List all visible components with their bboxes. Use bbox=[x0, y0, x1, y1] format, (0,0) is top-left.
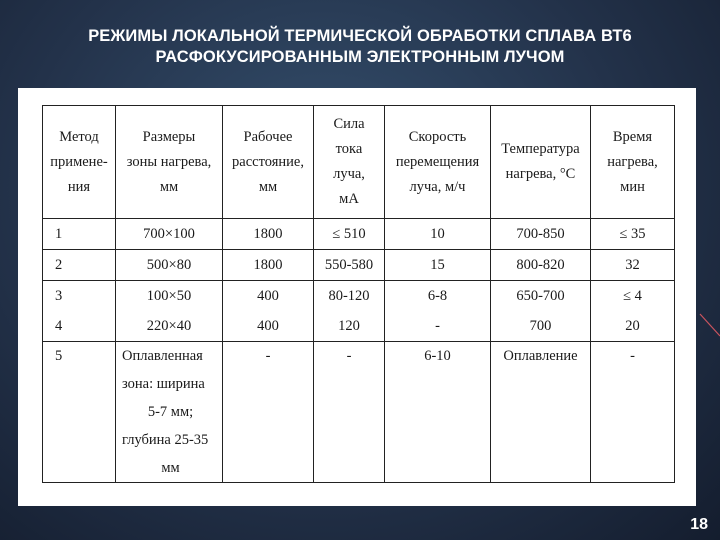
header-text: Размеры bbox=[142, 128, 196, 145]
cell-distance bbox=[223, 281, 314, 342]
cell-value: 4 bbox=[55, 318, 63, 334]
table-row bbox=[43, 250, 675, 281]
cell-temperature: 800-820 bbox=[491, 250, 591, 281]
cell-value: 650-700 bbox=[516, 288, 565, 304]
cell-method: 2 bbox=[43, 250, 116, 281]
cell-value: 3 bbox=[55, 288, 63, 304]
slide-title-line-2: РАСФОКУСИРОВАННЫМ ЭЛЕКТРОННЫМ ЛУЧОМ bbox=[155, 48, 565, 66]
cell-value: Оплавленная bbox=[122, 348, 203, 364]
header-text: мм bbox=[159, 178, 179, 195]
cell-current bbox=[314, 281, 385, 342]
table-panel bbox=[18, 88, 696, 506]
cell-value: ≤ 4 bbox=[623, 288, 642, 304]
cell-value: мм bbox=[161, 460, 180, 476]
cell-distance: 1800 bbox=[223, 250, 314, 281]
cell-value: 400 bbox=[257, 318, 279, 334]
cell-time: 32 bbox=[591, 250, 675, 281]
header-beam-current bbox=[314, 106, 385, 219]
table-row bbox=[43, 219, 675, 250]
header-text: перемещения bbox=[395, 153, 480, 170]
slide-title bbox=[0, 26, 720, 68]
header-heating-zone-size bbox=[116, 106, 223, 219]
cell-method bbox=[43, 281, 116, 342]
cell-value: 20 bbox=[625, 318, 640, 334]
page-number: 18 bbox=[690, 516, 708, 533]
cell-value: 80-120 bbox=[328, 288, 370, 304]
cell-value: 220×40 bbox=[146, 318, 192, 334]
cell-current bbox=[314, 342, 385, 483]
cell-method: 1 bbox=[43, 219, 116, 250]
table-header-row bbox=[43, 106, 675, 219]
header-text: Температура bbox=[501, 141, 580, 157]
cell-speed bbox=[385, 342, 491, 483]
cell-time bbox=[591, 281, 675, 342]
cell-current: ≤ 510 bbox=[314, 219, 385, 250]
table-row bbox=[43, 342, 675, 483]
header-text: ния bbox=[67, 178, 91, 195]
header-text: Скорость bbox=[408, 128, 467, 145]
header-text: Время bbox=[612, 128, 653, 145]
cell-value: 6-10 bbox=[424, 348, 451, 364]
header-text: мин bbox=[620, 178, 645, 195]
cell-current: 550-580 bbox=[314, 250, 385, 281]
header-text: луча, bbox=[333, 166, 365, 182]
cell-value: 100×50 bbox=[146, 288, 192, 304]
header-beam-speed bbox=[385, 106, 491, 219]
cell-value: 5 bbox=[55, 348, 63, 364]
cell-temperature bbox=[491, 281, 591, 342]
header-text: расстояние, bbox=[232, 153, 304, 170]
cell-speed: 15 bbox=[385, 250, 491, 281]
cell-value: 700 bbox=[529, 318, 552, 334]
header-text: примене- bbox=[50, 153, 108, 170]
table-row-group bbox=[43, 281, 675, 342]
header-text: Метод bbox=[59, 128, 99, 145]
cell-distance: 1800 bbox=[223, 219, 314, 250]
cell-value: 5-7 мм; bbox=[147, 404, 194, 420]
cell-value: Оплавление bbox=[503, 348, 578, 364]
header-text: мм bbox=[258, 178, 278, 195]
cell-distance bbox=[223, 342, 314, 483]
slide-title-line-1: РЕЖИМЫ ЛОКАЛЬНОЙ ТЕРМИЧЕСКОЙ ОБРАБОТКИ СПЛАВА ВТ6 bbox=[88, 27, 632, 45]
header-text: луча, м/ч bbox=[409, 178, 466, 195]
cell-value: 400 bbox=[257, 288, 279, 304]
cell-speed bbox=[385, 281, 491, 342]
cell-size bbox=[116, 281, 223, 342]
cell-value: - bbox=[346, 348, 352, 364]
cell-temperature: 700-850 bbox=[491, 219, 591, 250]
header-text: зоны нагрева, bbox=[126, 153, 212, 170]
cell-size: 700×100 bbox=[116, 219, 223, 250]
cell-value: глубина 25-35 bbox=[122, 432, 209, 448]
header-text: Сила bbox=[333, 116, 365, 132]
header-text: тока bbox=[335, 141, 363, 157]
header-method bbox=[43, 106, 116, 219]
cell-time: ≤ 35 bbox=[591, 219, 675, 250]
header-heating-time bbox=[591, 106, 675, 219]
header-text: нагрева, °С bbox=[505, 166, 576, 182]
header-text: мА bbox=[339, 191, 359, 207]
cell-temperature bbox=[491, 342, 591, 483]
cell-value: - bbox=[265, 348, 271, 364]
header-text: нагрева, bbox=[607, 153, 658, 170]
cell-size bbox=[116, 342, 223, 483]
cell-time bbox=[591, 342, 675, 483]
cell-method bbox=[43, 342, 116, 483]
cell-value: зона: ширина bbox=[122, 376, 205, 392]
cell-value: 6-8 bbox=[427, 288, 448, 304]
cell-value: - bbox=[630, 348, 635, 364]
cell-value: 120 bbox=[338, 318, 360, 334]
decorative-diagonal-line bbox=[694, 300, 720, 360]
cell-speed: 10 bbox=[385, 219, 491, 250]
heat-treatment-table bbox=[42, 105, 675, 483]
header-working-distance bbox=[223, 106, 314, 219]
cell-size: 500×80 bbox=[116, 250, 223, 281]
header-heating-temperature bbox=[491, 106, 591, 219]
header-text: Рабочее bbox=[243, 128, 293, 145]
cell-value: - bbox=[435, 318, 440, 334]
